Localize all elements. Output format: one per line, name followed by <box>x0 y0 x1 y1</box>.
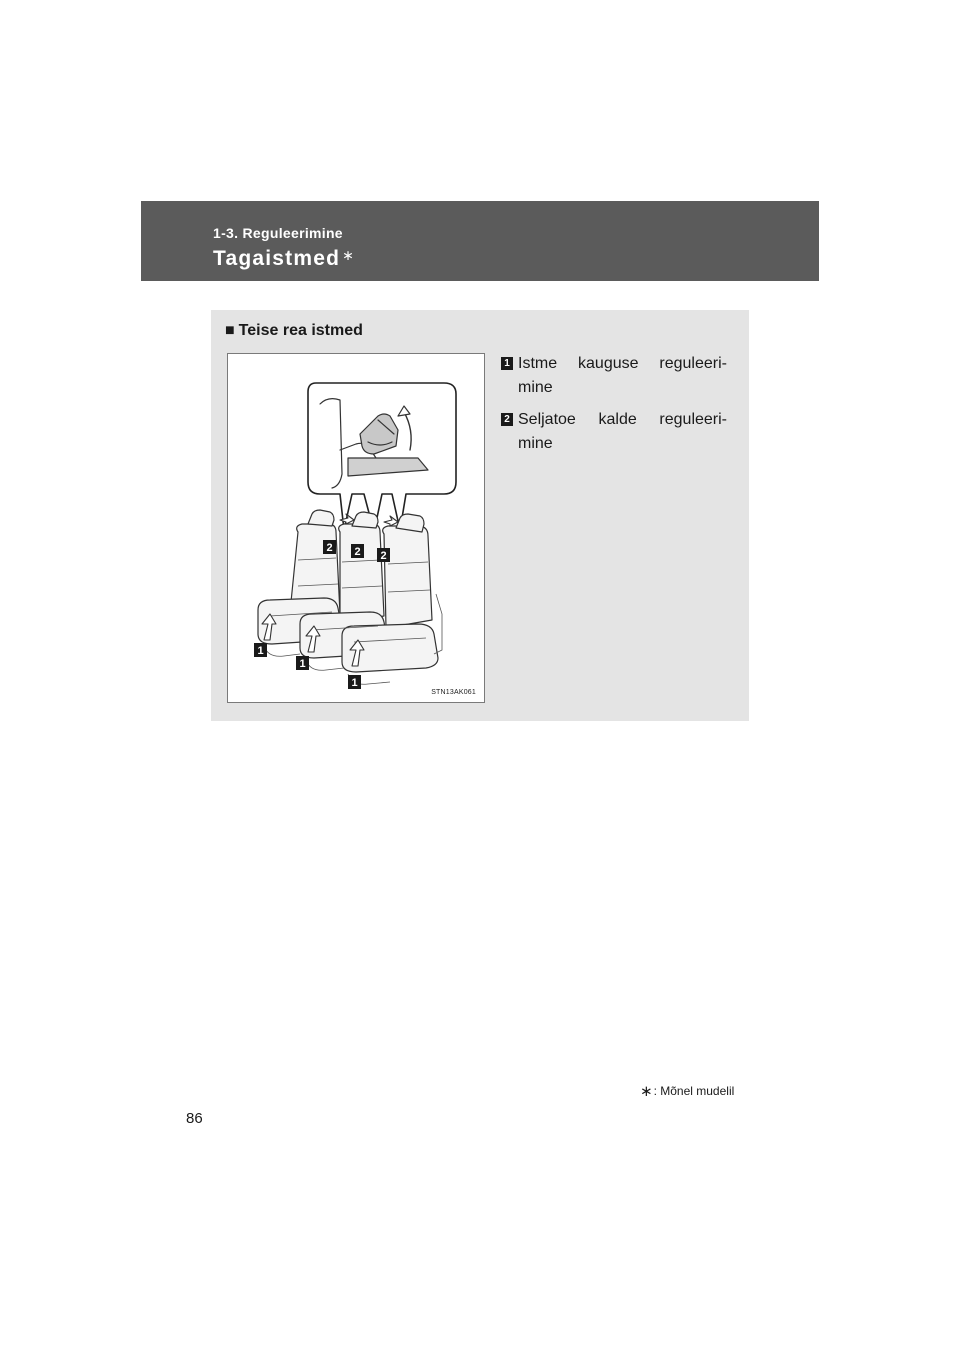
square-bullet-icon: ■ <box>225 322 235 339</box>
asterisk-icon: ∗ <box>640 1083 653 1100</box>
legend-badge: 2 <box>501 413 513 426</box>
title-asterisk: ∗ <box>342 247 356 263</box>
illustration-code: STN13AK061 <box>431 689 476 696</box>
rear-seat-drawing <box>228 354 484 702</box>
content-box <box>211 310 749 721</box>
badge-2-middle: 2 <box>354 546 361 558</box>
badge-1-middle: 1 <box>299 658 306 670</box>
legend <box>501 352 727 464</box>
subheading <box>225 322 363 340</box>
legend-text-line2: mine <box>518 435 553 452</box>
footnote-text: : Mõnel mudelil <box>653 1084 735 1098</box>
section-label: 1-3. Reguleerimine <box>213 225 343 241</box>
header-band <box>141 201 819 281</box>
badge-1-left: 1 <box>257 645 264 657</box>
legend-text-line1: Seljatoe kalde reguleeri- <box>518 411 727 428</box>
badge-2-right: 2 <box>380 550 387 562</box>
footnote <box>640 1082 734 1100</box>
legend-item <box>501 352 727 400</box>
legend-text-line2: mine <box>518 379 553 396</box>
page-number: 86 <box>186 1110 203 1127</box>
subheading-text: Teise rea istmed <box>238 322 363 339</box>
legend-text-line1: Istme kauguse reguleeri- <box>518 355 727 372</box>
legend-item <box>501 408 727 456</box>
page-title <box>213 247 355 271</box>
legend-badge: 1 <box>501 357 513 370</box>
badge-2-left: 2 <box>326 542 333 554</box>
page-title-text: Tagaistmed <box>213 247 341 270</box>
badge-1-right: 1 <box>351 677 358 689</box>
seat-illustration <box>227 353 485 703</box>
